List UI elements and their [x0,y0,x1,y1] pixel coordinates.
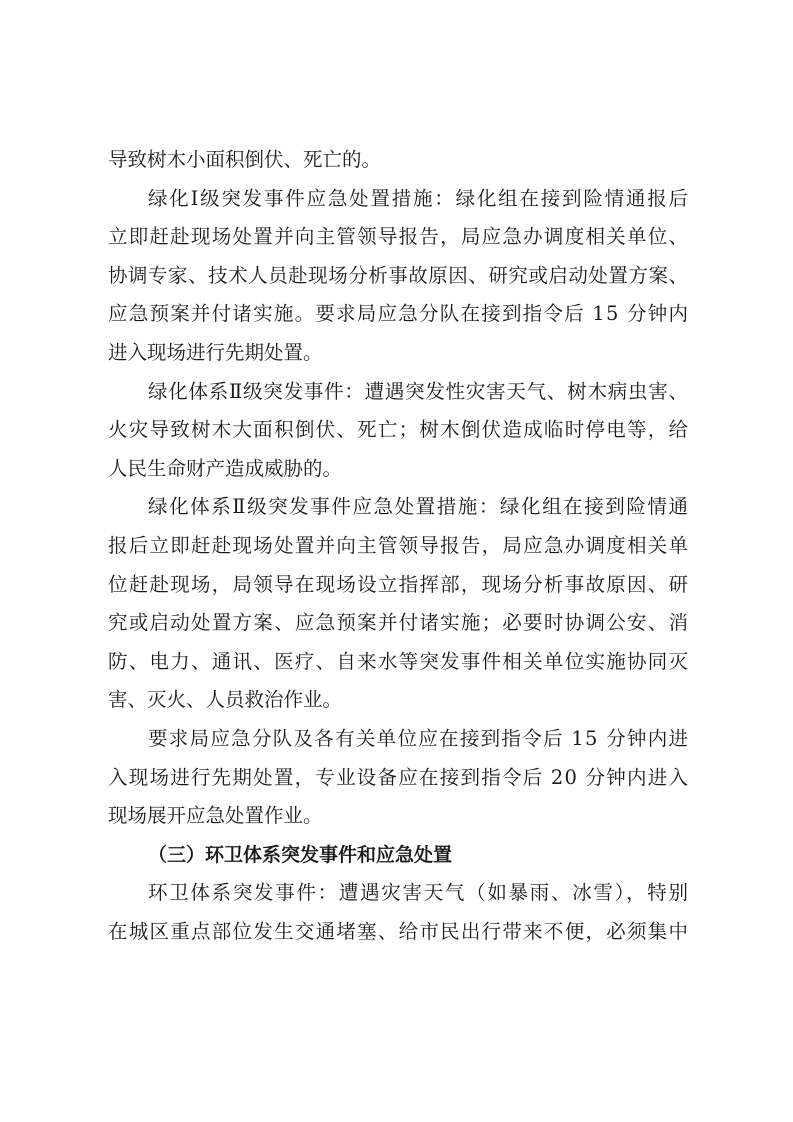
text-line: 究或启动处置方案、应急预案并付诸实施；必要时协调公安、消 [108,611,690,635]
section-heading: （三）环卫体系突发事件和应急处置 [148,843,453,866]
text-line: 环卫体系突发事件：遭遇灾害天气（如暴雨、冰雪），特别 [148,881,690,905]
text-line: 防、电力、通讯、医疗、自来水等突发事件相关单位实施协同灭 [108,649,690,673]
document-page [108,141,688,951]
text-line: 协调专家、技术人员赴现场分析事故原因、研究或启动处置方案、 [108,263,689,287]
text-line: 立即赶赴现场处置并向主管领导报告，局应急办调度相关单位、 [108,225,690,249]
text-line: 人民生命财产造成威胁的。 [108,456,343,480]
text-line: 绿化体系Ⅱ级突发事件：遭遇突发性灾害天气、树木病虫害、 [148,379,689,403]
text-line: 现场展开应急处置作业。 [108,804,323,828]
text-line: 害、灭火、人员救治作业。 [108,688,343,712]
text-line: 应急预案并付诸实施。要求局应急分队在接到指令后 15 分钟内 [108,302,690,326]
text-line: 绿化Ⅰ级突发事件应急处置措施：绿化组在接到险情通报后 [148,186,690,210]
text-line: 报后立即赶赴现场处置并向主管领导报告，局应急办调度相关单 [108,533,690,557]
text-line: 绿化体系Ⅱ级突发事件应急处置措施：绿化组在接到险情通 [148,495,690,519]
text-line: 导致树木小面积倒伏、死亡的。 [108,148,382,171]
text-line: 进入现场进行先期处置。 [108,340,323,364]
text-line: 在城区重点部位发生交通堵塞、给市民出行带来不便，必须集中 [108,919,690,943]
text-line: 火灾导致树木大面积倒伏、死亡；树木倒伏造成临时停电等，给 [108,418,690,442]
text-line: 位赶赴现场，局领导在现场设立指挥部，现场分析事故原因、研 [108,572,690,596]
text-line: 入现场进行先期处置，专业设备应在接到指令后 20 分钟内进入 [108,765,690,789]
text-line: 要求局应急分队及各有关单位应在接到指令后 15 分钟内进 [148,726,690,750]
